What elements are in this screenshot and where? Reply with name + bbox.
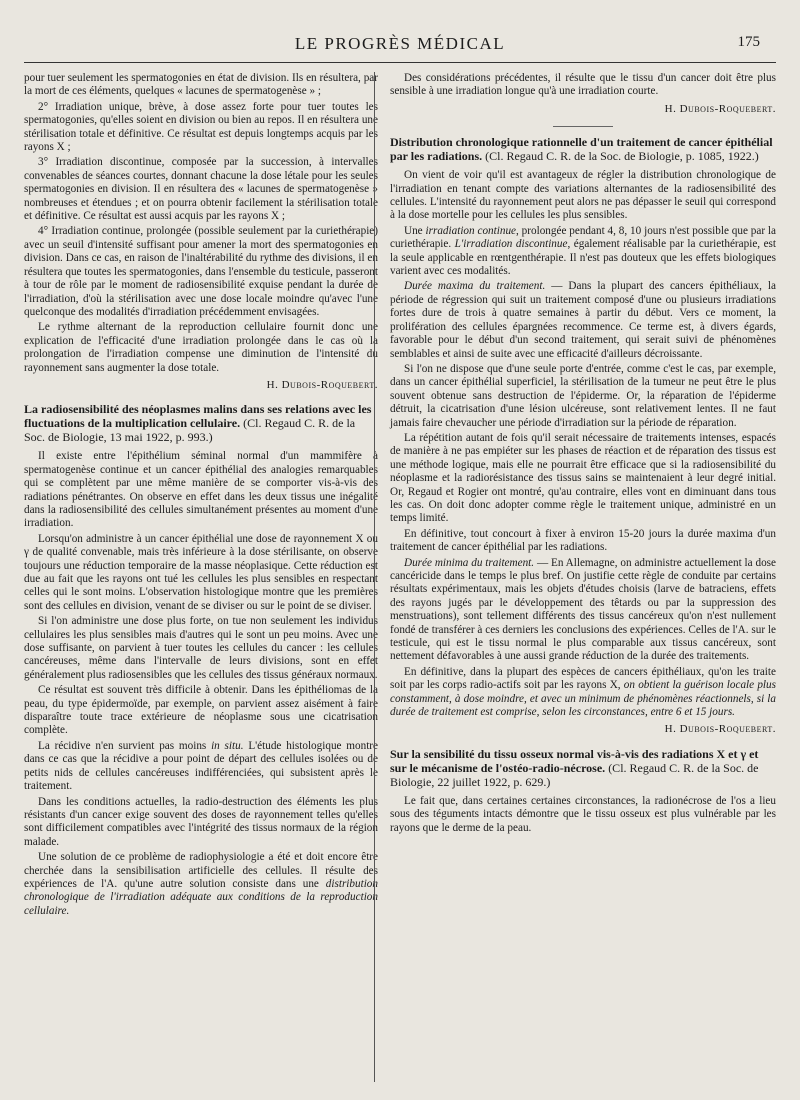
italic-run: L'irradiation discontinue xyxy=(454,238,568,251)
paragraph: Il existe entre l'épithélium séminal normal d'un mammifère à spermatogenèse continue et un cancer épithélial des analogies remarquables qui se complètent par une même manière de se comporter vis-à-vis des radiations pénétrantes. On observe en effet dans les deux tissus une inégalité dans la radiosensibilité des cellules simultanément présentes au moment d'une irradiation. xyxy=(24,450,378,530)
paragraph: 2° Irradiation unique, brève, à dose assez forte pour tuer toutes les spermatogonies, qu'elles soient en division ou bien au repos. Il en résultera une stérilisation totale et définitive. Ce résultat est depuis longtemps acquis par les rayons X ; xyxy=(24,100,378,154)
italic-run: irradiation continue xyxy=(425,224,517,237)
paragraph xyxy=(24,740,378,794)
italic-run: Durée minima du traitement. xyxy=(404,556,535,569)
paragraph: On vient de voir qu'il est avantageux de régler la distribution chronologique de l'irradiation en tenant compte des variations alternantes de la radiosensibilité des cellules. L'intensité du rayonnement peut alors ne pas dépasser le seuil qui correspond à la dose mortelle pour les cellules les plus sensibles. xyxy=(390,169,776,222)
text-run: , également réalisable par la curiethérapie, est la seule applicable en rœntgenthérapie. Il n'est pas douteux que les effets biologiques varient avec ces modalités. xyxy=(390,238,776,278)
text-run: Une xyxy=(404,224,426,237)
author-signature: H. Dubois-Roquebert. xyxy=(266,378,378,391)
column-divider xyxy=(374,72,375,1082)
paragraph xyxy=(390,225,776,279)
article-title xyxy=(390,135,776,163)
italic-run: distribution chronologique de l'irradiation adéquate aux conditions de la reproduction cellulaire. xyxy=(24,877,378,917)
left-column xyxy=(24,72,378,920)
article-reference: (Cl. Regaud C. R. de la Soc. de Biologie, p. 1085, 1922.) xyxy=(485,149,759,164)
paragraph: Le rythme alternant de la reproduction cellulaire fournit donc une explication de l'efficacité d'une irradiation prolongée dans le cas où la prolongation de l'irradiation compense une diminution de l'intensité du rayonnement sans augmenter la dose totale. xyxy=(24,321,378,374)
paragraph: Ce résultat est souvent très difficile à obtenir. Dans les épithéliomas de la peau, du type épidermoïde, par exemple, on parvient assez aisément à faire disparaître toute trace extérieure de néoplasme sous une cicatrisation complète. xyxy=(24,684,378,737)
italic-run: in situ. xyxy=(211,739,244,752)
article-title-text: Sur la sensibilité du tissu osseux normal vis-à-vis des radiations X et γ et sur le mécanisme de l'ostéo-radio-nécrose. xyxy=(390,746,759,775)
paragraph: La répétition autant de fois qu'il serait nécessaire de traitements intenses, espacés de manière à ne pas empiéter sur les phases de réaction et de réparation des tissus est une méthode logique, mais elle ne pourrait être efficace que si la radiosensibilité du néoplasme et la radiorésistance des tissus sains se maintenaient à leur degré initial. Or, Regaud et Rogier ont montré, qu'au contraire, elles vont en diminuant dans tous les cas. On doit donc adopter comme règle le traitement unique, administré en un temps limité. xyxy=(390,431,776,525)
article-reference: (Cl. Regaud C. R. de la Soc. de Biologie, 13 mai 1922, p. 993.) xyxy=(24,416,356,445)
text-run: L'étude histologique montre dans ce cas que la récidive a pour point de départ des cellules isolées ou de petits nids de cellules cancéreuses indifférenciées, qui subsistent après le traitement. xyxy=(24,739,378,793)
page-number: 175 xyxy=(737,34,760,50)
running-title: LE PROGRÈS MÉDICAL xyxy=(294,34,506,53)
paragraph: Le fait que, dans certaines certaines circonstances, la radionécrose de l'os a lieu sous des téguments intacts démontre que le tissu osseux est plus vulnérable par les rayons que le derme de la peau. xyxy=(390,794,776,834)
paragraph: 3° Irradiation discontinue, composée par la succession, à intervalles convenables de séances courtes, donnant chacune la dose létale pour les seules spermatogonies en division. Il en résultera des « lacunes de spermatogenèse » nombreuses et étendues ; et on pourra obtenir facilement la stérilisation totale et définitive. Ce résultat est aussi acquis par les rayons X ; xyxy=(24,156,378,223)
article-title-text: Distribution chronologique rationnelle d'un traitement de cancer épithélial par les radiations. xyxy=(390,135,773,164)
paragraph: Dans les conditions actuelles, la radio-destruction des éléments les plus résistants d'un cancer exige souvent des doses de rayonnement telles qu'elles sont difficilement compatibles avec l'intégrité des tissus normaux de la région malade. xyxy=(24,795,378,848)
author-signature: H. Dubois-Roquebert. xyxy=(664,723,776,736)
article-reference: (Cl. Regaud C. R. de la Soc. de Biologie, 22 juillet 1922, p. 629.) xyxy=(390,760,759,789)
paragraph: En définitive, tout concourt à fixer à environ 15-20 jours la durée maxima d'un traitement de cancer épithélial par les radiations. xyxy=(390,527,776,554)
paragraph xyxy=(24,851,378,918)
article-title xyxy=(24,402,378,444)
right-column xyxy=(390,72,776,837)
author-signature: H. Dubois-Roquebert. xyxy=(664,102,776,115)
text-run: — Dans la plupart des cancers épithéliaux, la période de régression qui suit un traitement composé d'une ou plusieurs irradiations fortes dure de trois à quatre semaines à partir du début. Vers ce moment, la prolifération des cellules épargnées recommence. Ce terme est, à divers égards, favorable pour le début d'un second traitement, qui serait suivi de phénomènes semblables et ainsi de suite avec une efficacité d'ailleurs décroissante. xyxy=(390,280,776,360)
italic-run: on obtient la guérison locale plus constamment, à dose moindre, et avec un minimum de phénomènes réactionnels, si la durée de traitement est comprise, selon les circonstances, entre 6 et 15 jours. xyxy=(390,679,776,719)
paragraph: 4° Irradiation continue, prolongée (possible seulement par la curiethérapie) avec un seuil d'intensité suffisant pour amener la mort des spermatogonies en division. Dans ce cas, en raison de l'inaltérabilité du rythme des divisions, il en résultera que toutes les spermatogonies, dans l'ensemble du testicule, passeront à tour de rôle par le moment de radiosensibilité exquise pendant la durée de l'irradiation, d'où la stérilisation avec une dose locale moindre qu'avec l'une quelconque des modalités d'irradiation précédemment envisagées. xyxy=(24,225,378,318)
article-title-text: La radiosensibilité des néoplasmes malins dans ses relations avec les fluctuations de la multiplication cellulaire. xyxy=(24,402,372,431)
article-title xyxy=(390,747,776,789)
header-rule xyxy=(24,62,776,63)
text-run: Une solution de ce problème de radiophysiologie a été et doit encore être cherchée dans la sensibilisation artificielle des cellules. Il résulte des expériences de l'A. qu'une autre solution consiste dans une xyxy=(24,851,378,890)
paragraph xyxy=(390,280,776,360)
paragraph: pour tuer seulement les spermatogonies en état de division. Ils en résultera, par la mort de ces éléments, quelques « lacunes de spermatogenèse » ; xyxy=(24,72,378,98)
paragraph xyxy=(390,557,776,664)
text-run: La récidive n'en survient pas moins xyxy=(38,739,212,752)
text-run: , prolongée pendant 4, 8, 10 jours n'est possible que par la curiethérapie. xyxy=(390,224,777,251)
paragraph: Des considérations précédentes, il résulte que le tissu d'un cancer doit être plus sensible à une irradiation longue qu'à une irradiation courte. xyxy=(390,72,776,98)
text-run: — En Allemagne, on administre actuellement la dose cancéricide dans le temps le plus bref. On justifie cette règle de conduite par certains résultats expérimentaux, mais les objets d'études choisis (larve de batraciens, effets des rayons jugés par le développement des têtards ou par la suppression des menstruations), sont tellement différents des tissus cancéreux qu'on n'est nullement fondé de transférer à ces derniers les conclusions des expériences. Celles de l'A. sur le testicule, qui est le tissu normal le plus comparable aux tissus cancéreux, sont nettement défavorables à une aussi grande réduction de la durée des traitements. xyxy=(390,556,776,663)
paragraph: Si l'on ne dispose que d'une seule porte d'entrée, comme c'est le cas, par exemple, dans un cancer épithélial superficiel, la stérilisation de la tumeur ne peut être le plus souvent obtenue sans destruction de l'épiderme. Or, la réparation de l'épiderme détruit, la cicatrisation d'une lésion ulcéreuse, sont relativement lentes. Il ne faut jamais faire chevaucher une période d'irradiation sur la période de réparation. xyxy=(390,362,776,429)
paragraph: Si l'on administre une dose plus forte, on tue non seulement les individus cellulaires les plus sensibles mais d'autres qui le sont un peu moins. Avec une dose suffisante, on parvient à tuer toutes les cellules du cancer : les cellules cancéreuses, même dans l'intervalle de leurs divisions, sont en effet généralement plus radiosensibles que les cellules des tissus généraux normaux. xyxy=(24,615,378,681)
text-run: En définitive, dans la plupart des espèces de cancers épithéliaux, qu'on les traite soit par les corps radio-actifs soit par les rayons X, xyxy=(390,665,776,692)
page-header xyxy=(0,30,800,58)
italic-run: Durée maxima du traitement. xyxy=(404,280,546,293)
paragraph: Lorsqu'on administre à un cancer épithélial une dose de rayonnement X ou γ de qualité convenable, mais très inférieure à la dose stérilisante, on observe toujours une réduction temporaire de la masse néoplasique. Cette réduction est due au fait que les rayons ont tué les cellules les plus sensibles en respectant celles qui le sont moins. L'observation histologique montre que les premières sont des cellules en division, venant de se diviser ou sur le point de se diviser. xyxy=(24,532,378,612)
paragraph xyxy=(390,666,776,720)
section-separator xyxy=(553,126,613,127)
